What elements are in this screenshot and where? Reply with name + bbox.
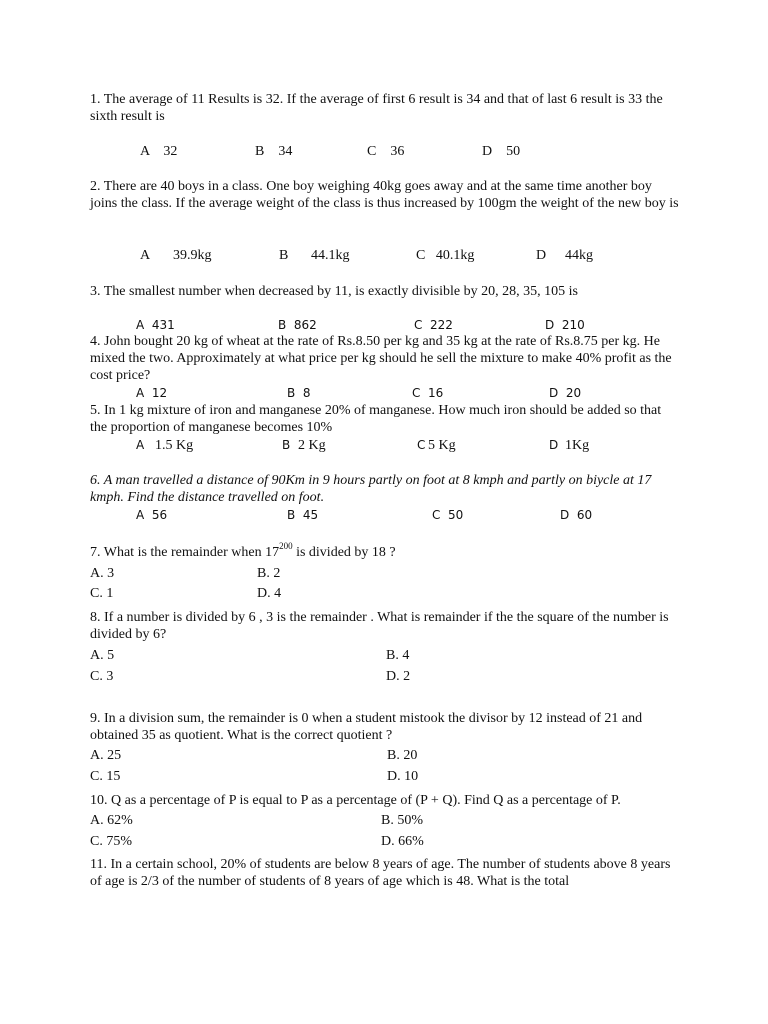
option-b: B. 50% xyxy=(381,813,423,828)
question-8-options-row-2 xyxy=(0,668,768,685)
option-c-letter: C xyxy=(417,438,426,452)
option-b: B. 4 xyxy=(386,648,410,663)
question-7-exponent: 200 xyxy=(279,541,293,552)
question-10-options-row-1 xyxy=(0,812,768,829)
option-d: D. 4 xyxy=(257,586,282,601)
option-c: C. 15 xyxy=(90,769,121,784)
option-a: A. 3 xyxy=(90,566,115,581)
question-9-text: 9. In a division sum, the remainder is 0 when a student mistook the divisor by 12 instead of 21 and obtained 35 as quotient. What is the correct quotient ? xyxy=(90,711,643,743)
option-d: D 210 xyxy=(545,318,585,332)
question-10-text: 10. Q as a percentage of P is equal to P as a percentage of (P + Q). Find Q as a percentage of P. xyxy=(90,793,621,808)
option-a: A 32 xyxy=(140,144,178,159)
option-c: C. 3 xyxy=(90,669,114,684)
question-10-options-row-2 xyxy=(0,833,768,850)
option-d-value: 1Kg xyxy=(565,438,590,453)
question-5-text: 5. In 1 kg mixture of iron and manganese 20% of manganese. How much iron should be added so that the proportion of manganese becomes 10% xyxy=(90,403,662,435)
option-b: B 34 xyxy=(255,144,293,159)
question-1-options xyxy=(0,143,768,160)
option-a-letter: A xyxy=(136,438,145,452)
option-d: D. 2 xyxy=(386,669,411,684)
question-7-text-before: 7. What is the remainder when 17 xyxy=(90,545,280,560)
option-d: D. 10 xyxy=(387,769,419,784)
option-d-value: 44kg xyxy=(565,248,593,263)
option-a-letter: A xyxy=(140,248,151,263)
option-d-letter: D xyxy=(549,438,559,452)
option-c: C 16 xyxy=(412,386,444,400)
question-8-text: 8. If a number is divided by 6 , 3 is the remainder . What is remainder if the the square of the number is divided by 6? xyxy=(90,610,669,642)
question-9-options-row-2 xyxy=(0,768,768,785)
question-5-options xyxy=(0,437,768,454)
question-1-text: 1. The average of 11 Results is 32. If the average of first 6 result is 34 and that of last 6 result is 33 the sixth result is xyxy=(90,92,663,124)
option-d: D 20 xyxy=(549,386,582,400)
question-2-text: 2. There are 40 boys in a class. One boy weighing 40kg goes away and at the same time another boy joins the class. If the average weight of the class is thus increased by 100gm the weight of the new boy is xyxy=(90,179,679,211)
option-b-letter: B xyxy=(282,438,291,452)
question-7-text xyxy=(90,541,680,561)
option-a: A. 5 xyxy=(90,648,115,663)
question-11-text: 11. In a certain school, 20% of students are below 8 years of age. The number of students above 8 years of age is 2/3 of the number of students of 8 years of age which is 48. What is the total xyxy=(90,857,671,889)
question-3-text: 3. The smallest number when decreased by 11, is exactly divisible by 20, 28, 35, 105 is xyxy=(90,284,578,299)
option-b-value: 44.1kg xyxy=(311,248,350,263)
question-9-options-row-1 xyxy=(0,747,768,764)
question-6-options xyxy=(0,507,768,524)
option-c: C 50 xyxy=(432,508,464,522)
option-c: C 40.1kg xyxy=(416,248,475,263)
option-c-value: 5 Kg xyxy=(428,438,456,453)
option-a: A 431 xyxy=(136,318,175,332)
option-b: B. 2 xyxy=(257,566,281,581)
option-d-letter: D xyxy=(536,248,547,263)
option-a: A 12 xyxy=(136,386,168,400)
option-d: D 50 xyxy=(482,144,521,159)
option-a: A. 25 xyxy=(90,748,122,763)
option-a: A 56 xyxy=(136,508,168,522)
option-a: A. 62% xyxy=(90,813,133,828)
option-a-value: 39.9kg xyxy=(173,248,212,263)
option-c: C 222 xyxy=(414,318,453,332)
option-b-letter: B xyxy=(279,248,289,263)
option-a-value: 1.5 Kg xyxy=(155,438,194,453)
question-4-options xyxy=(0,385,768,402)
question-2-options xyxy=(0,247,768,264)
option-b: B 8 xyxy=(287,386,311,400)
question-7-options-row-1 xyxy=(0,565,768,582)
question-6-text: 6. A man travelled a distance of 90Km in 9 hours partly on foot at 8 kmph and partly on biycle at 17 kmph. Find the distance travelled on foot. xyxy=(90,473,652,505)
question-8-options-row-1 xyxy=(0,647,768,664)
option-b: B 45 xyxy=(287,508,319,522)
option-d: D. 66% xyxy=(381,834,424,849)
option-b: B 862 xyxy=(278,318,317,332)
option-c: C. 1 xyxy=(90,586,114,601)
option-c: C. 75% xyxy=(90,834,132,849)
option-b: B. 20 xyxy=(387,748,418,763)
question-4-text: 4. John bought 20 kg of wheat at the rate of Rs.8.50 per kg and 35 kg at the rate of Rs.8.75 per kg. He mixed the two. Approximately at what price per kg should he sell the mixture to make 40% profit as the cost price? xyxy=(90,334,672,383)
option-c: C 36 xyxy=(367,144,405,159)
question-3-options xyxy=(0,317,768,334)
option-b-value: 2 Kg xyxy=(298,438,326,453)
option-d: D 60 xyxy=(560,508,593,522)
question-7-options-row-2 xyxy=(0,585,768,602)
question-7-text-after: is divided by 18 ? xyxy=(292,545,396,560)
